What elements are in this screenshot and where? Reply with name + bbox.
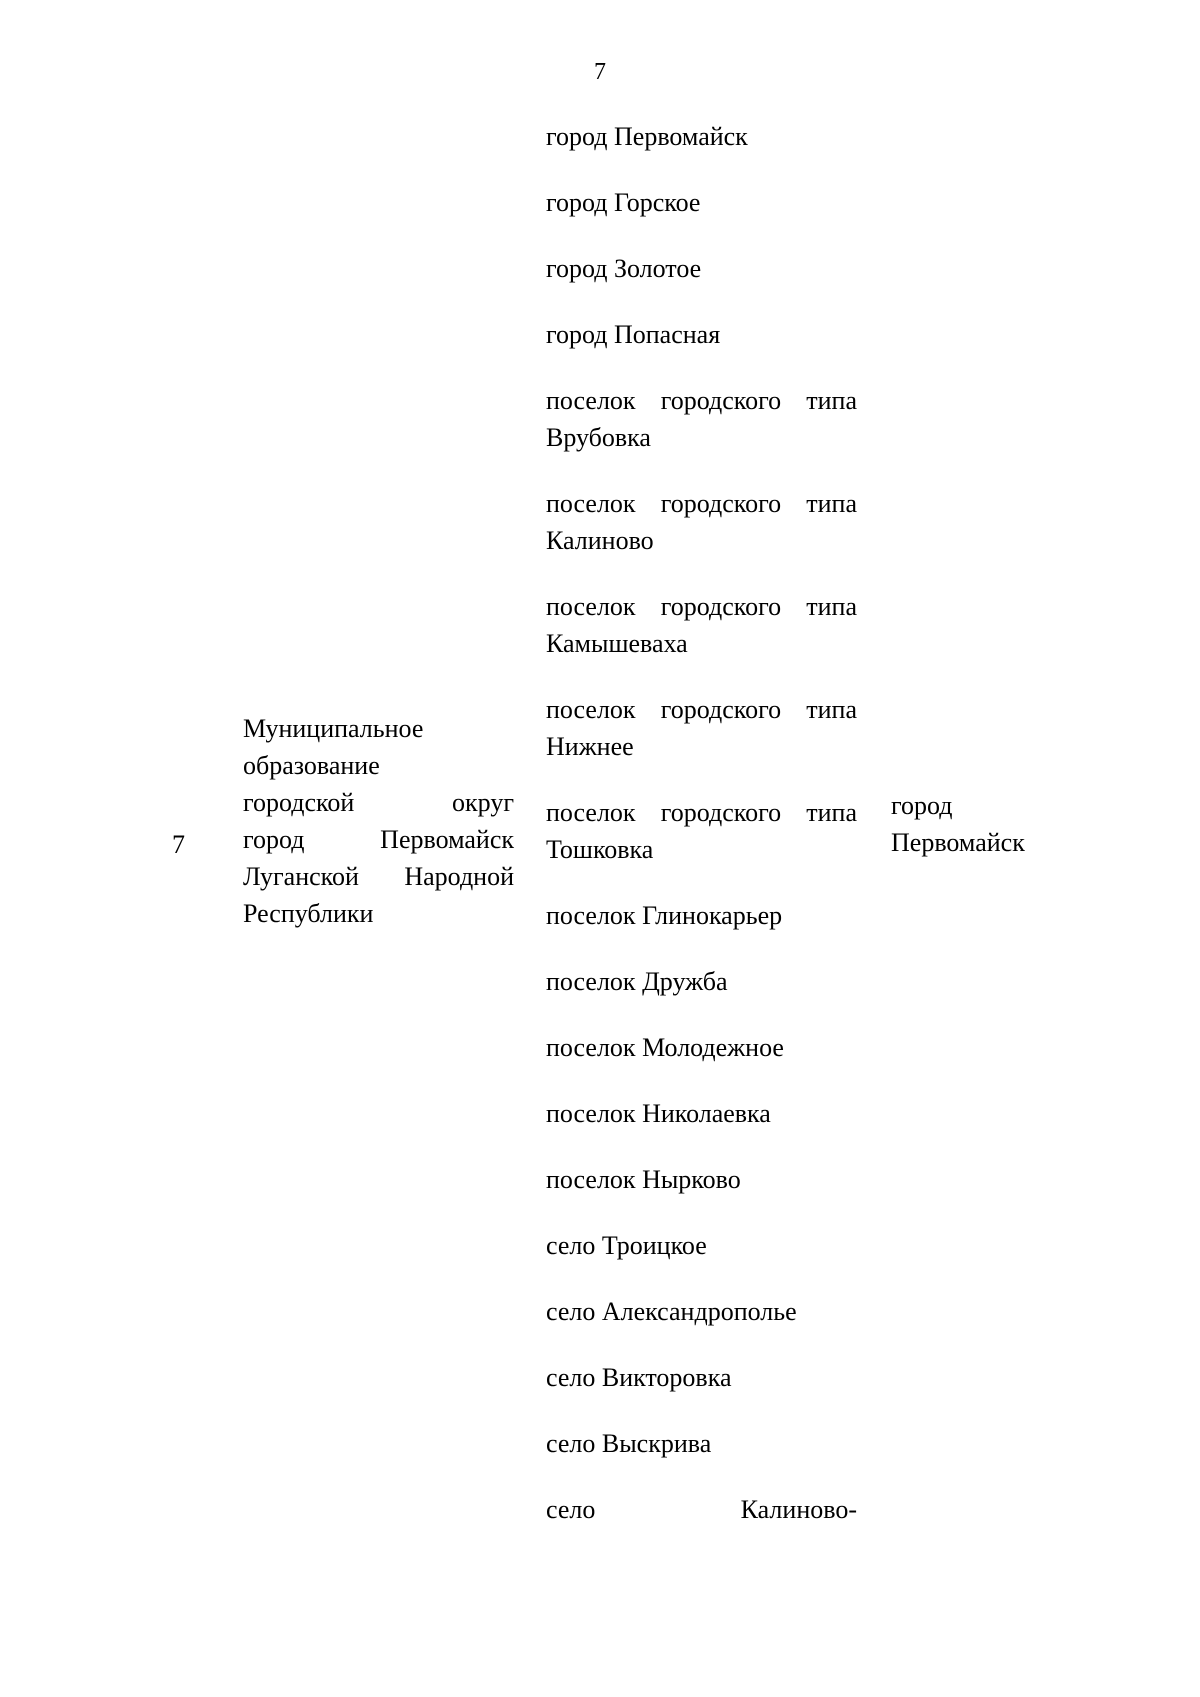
settlement-item: село Александрополье bbox=[546, 1297, 797, 1326]
row-number: 7 bbox=[172, 830, 185, 859]
municipality-name bbox=[243, 710, 514, 932]
settlement-item: поселок Глинокарьер bbox=[546, 901, 783, 930]
settlement-item: поселок городского типа Нижнее bbox=[546, 695, 857, 761]
settlement-item: поселок Нырково bbox=[546, 1165, 741, 1194]
municipality-line: город Первомайск bbox=[243, 825, 514, 854]
settlements-list bbox=[546, 118, 857, 1557]
settlement-item: село Викторовка bbox=[546, 1363, 732, 1392]
administrative-center: город Первомайск bbox=[891, 791, 1025, 857]
settlement-item: село Калиново- bbox=[546, 1495, 857, 1524]
municipality-line: Луганской Народной bbox=[243, 862, 514, 891]
settlement-item: поселок городского типа Врубовка bbox=[546, 386, 857, 452]
settlement-item: город Золотое bbox=[546, 254, 702, 283]
settlement-item: поселок городского типа Калиново bbox=[546, 489, 857, 555]
settlement-item: поселок городского типа Камышеваха bbox=[546, 592, 857, 658]
municipality-line: Муниципальное bbox=[243, 714, 424, 743]
settlement-item: поселок городского типа Тошковка bbox=[546, 798, 857, 864]
municipality-line: Республики bbox=[243, 899, 374, 928]
page-number: 7 bbox=[594, 59, 606, 85]
settlement-item: город Попасная bbox=[546, 320, 721, 349]
settlement-item: поселок Дружба bbox=[546, 967, 728, 996]
municipality-line: образование bbox=[243, 751, 380, 780]
settlement-item: поселок Молодежное bbox=[546, 1033, 784, 1062]
municipality-line: городской округ bbox=[243, 788, 514, 817]
settlement-item: город Горское bbox=[546, 188, 701, 217]
settlement-item: поселок Николаевка bbox=[546, 1099, 771, 1128]
settlement-item: село Выскрива bbox=[546, 1429, 712, 1458]
settlement-item: село Троицкое bbox=[546, 1231, 707, 1260]
settlement-item: город Первомайск bbox=[546, 122, 748, 151]
